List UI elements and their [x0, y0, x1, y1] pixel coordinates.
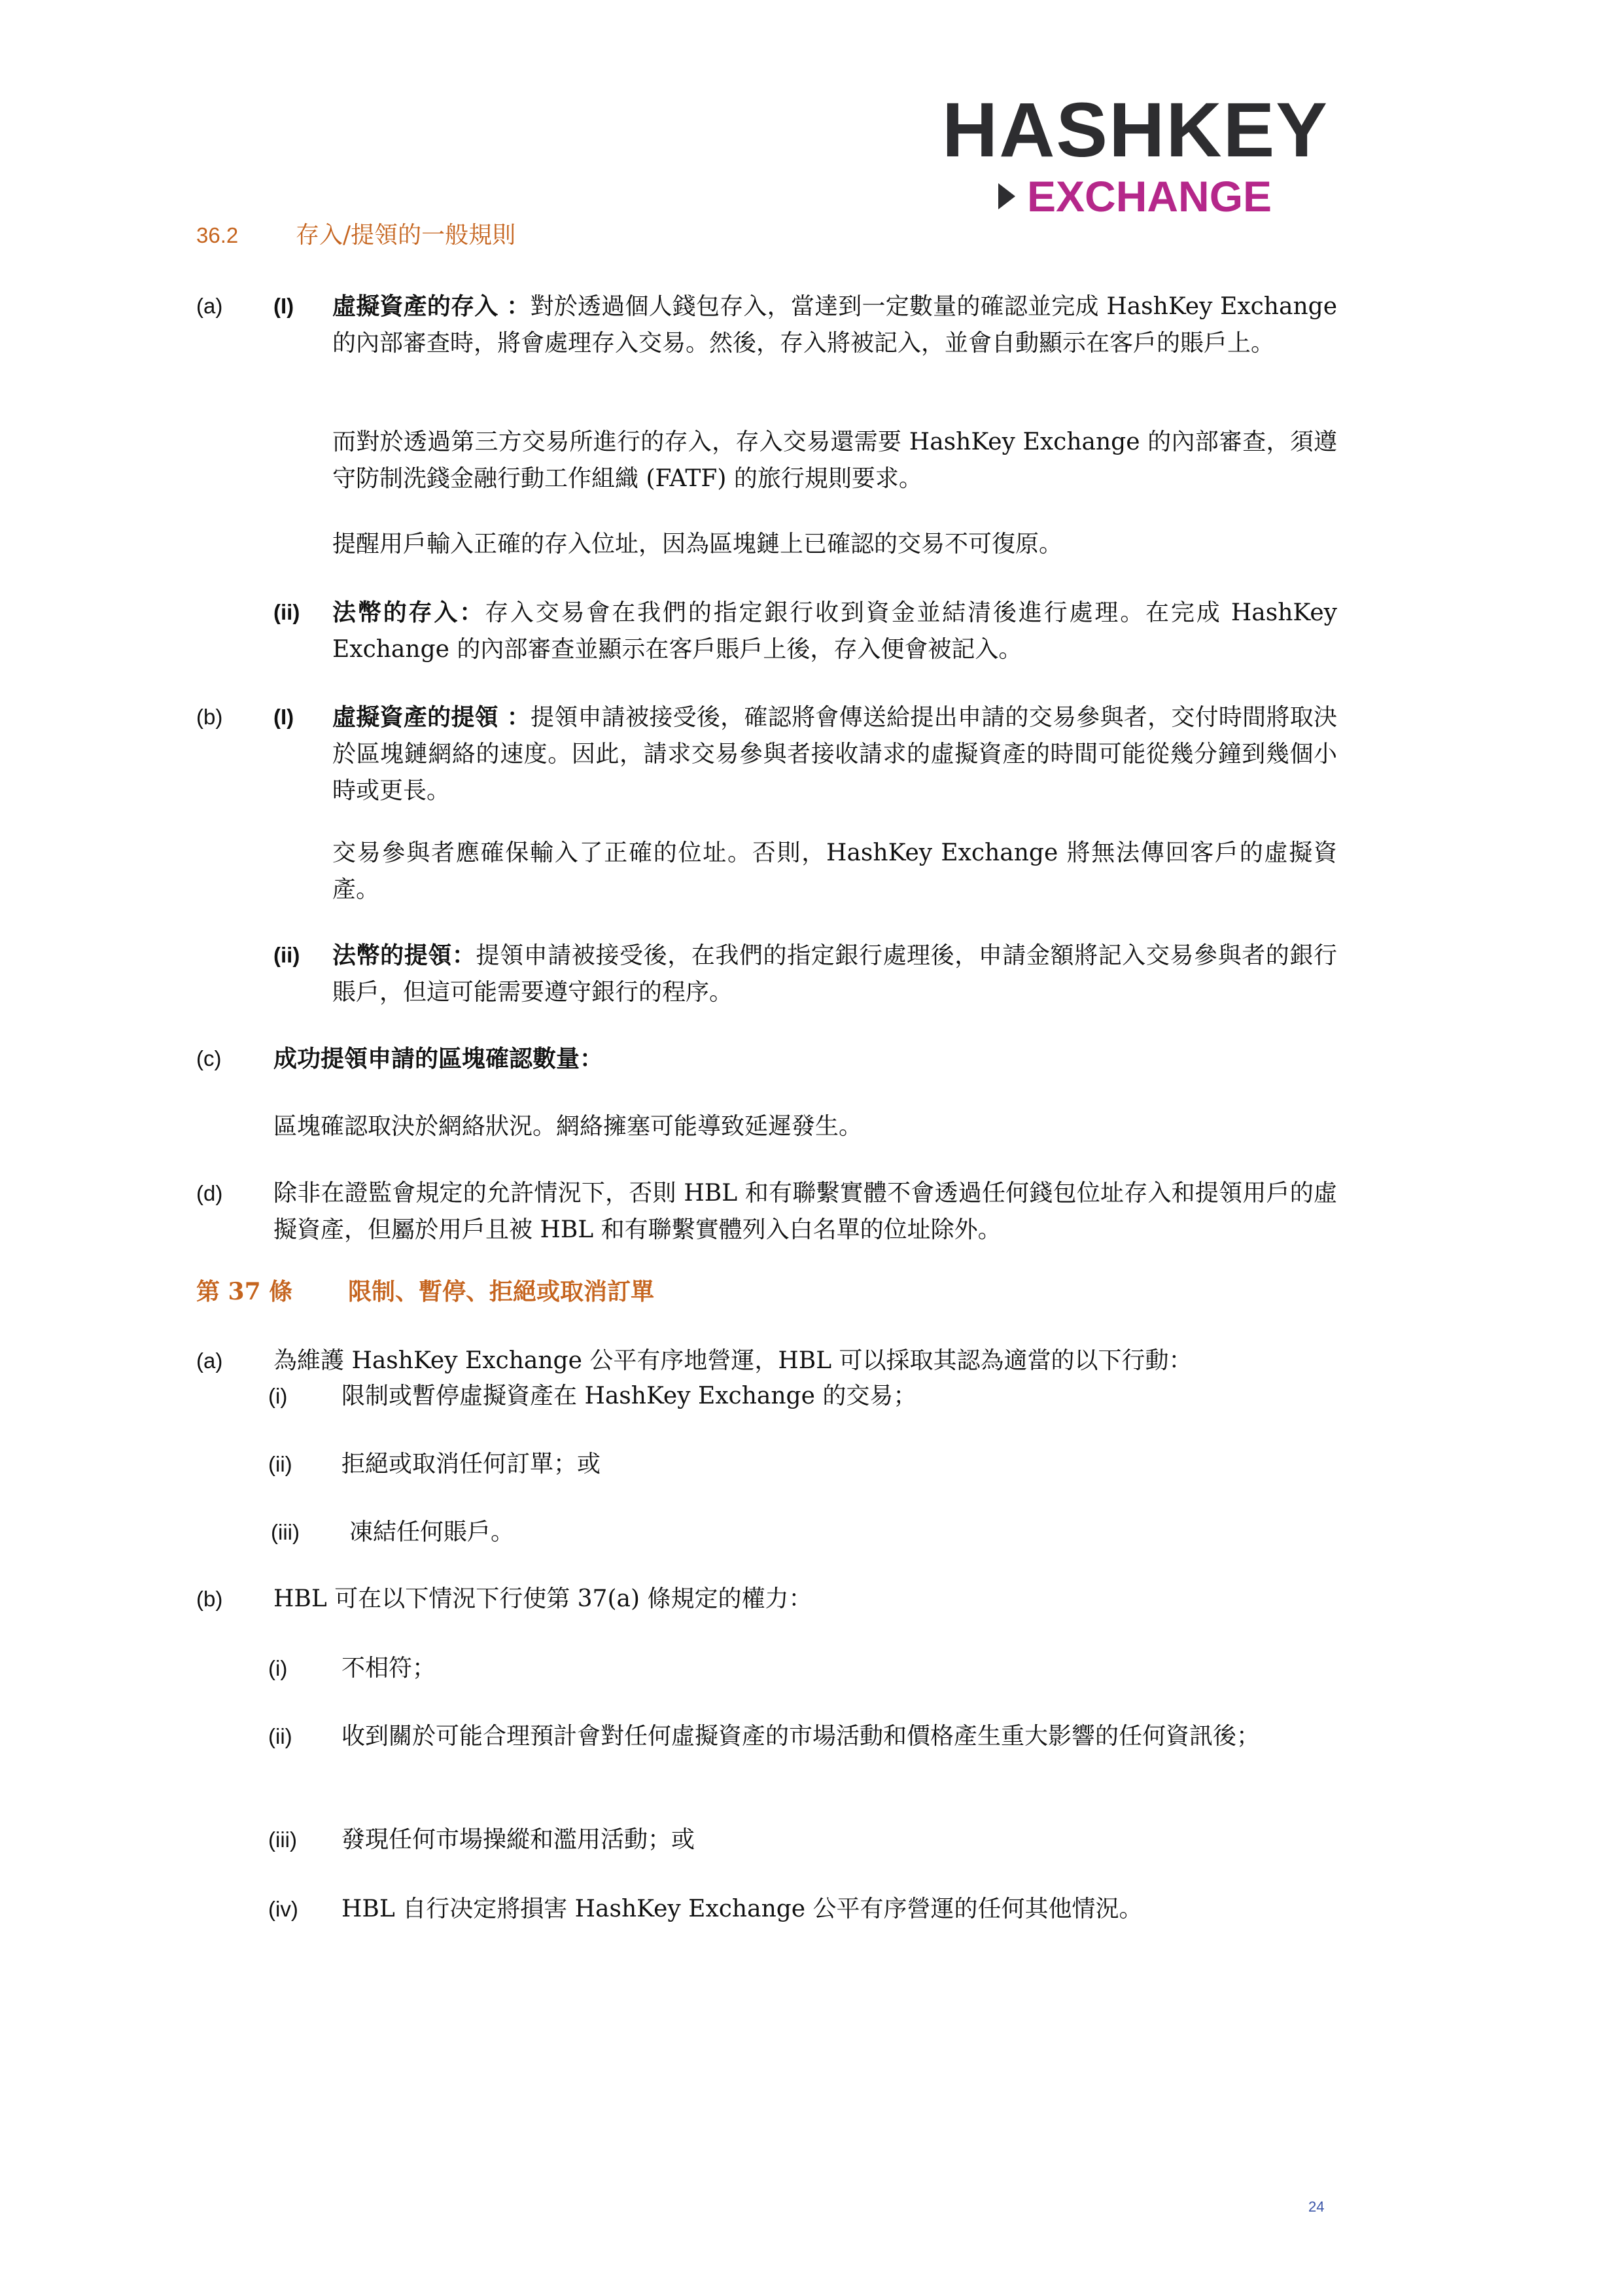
- clause-c-heading: 成功提領申請的區塊確認數量：: [273, 1045, 604, 1072]
- hashkey-exchange-logo: [942, 87, 1354, 222]
- clause-b-ii-text: 提領申請被接受後，在我們的指定銀行處理後，申請金額將記入交易參與者的銀行賬戶，但這可能需要遵守銀行的程序。: [332, 942, 1337, 1006]
- clause-b-ii-heading: 法幣的提領：: [332, 942, 476, 969]
- section-number: 36.2: [196, 223, 239, 247]
- page-number: 24: [1308, 2199, 1325, 2215]
- logo-exchange-text: EXCHANGE: [1027, 172, 1272, 221]
- article-37-b-intro: [273, 1581, 1337, 1617]
- logo-play-triangle-icon: [998, 183, 1015, 209]
- article-37-b-item-text: 發現任何市場操縱和濫用活動；或: [341, 1826, 695, 1853]
- clause-a-ii-paragraph: [332, 594, 1337, 668]
- logo-hashkey-text: HASHKEY: [942, 87, 1329, 173]
- clause-b-i-label: (I): [273, 705, 294, 729]
- clause-b-label: (b): [196, 705, 223, 729]
- clause-c-label: (c): [196, 1046, 222, 1070]
- clause-a-i-paragraph-3: 提醒用戶輸入正確的存入位址，因為區塊鏈上已確認的交易不可復原。: [332, 531, 1063, 557]
- article-37-b-label: (b): [196, 1587, 223, 1611]
- article-37-a-item-label: (i): [268, 1384, 288, 1408]
- clause-b-i-heading: 虛擬資產的提領 ：: [332, 703, 531, 731]
- article-37-b-item-text: 不相符；: [341, 1655, 436, 1682]
- article-37-number: 第 37 條: [196, 1278, 293, 1305]
- clause-b-i-text: 提領申請被接受後，確認將會傳送給提出申請的交易參與者，交付時間將取決於區塊鏈網絡的速度。因此，請求交易參與者接收請求的虛擬資產的時間可能從幾分鐘到幾個小時或更長。: [332, 704, 1337, 804]
- article-37-b-item-label: (i): [268, 1656, 288, 1680]
- clause-d-text: 除非在證監會規定的允許情況下，否則 HBL 和有聯繫實體不會透過任何錢包位址存入和提領用戶的虛擬資產，但屬於用戶且被 HBL 和有聯繫實體列入白名單的位址除外。: [273, 1180, 1337, 1243]
- clause-d-label: (d): [196, 1181, 223, 1205]
- clause-b-ii-label: (ii): [273, 943, 300, 967]
- article-37-a-item-text: 拒絕或取消任何訂單；或: [341, 1451, 601, 1477]
- clause-a-ii-label: (ii): [273, 600, 300, 624]
- clause-b-i-paragraph-2: 交易參與者應確保輸入了正確的位址。否則，HashKey Exchange 將無法傳回客戶的虛擬資產。: [332, 839, 1337, 903]
- clause-c-text: 區塊確認取決於網絡狀況。網絡擁塞可能導致延遲發生。: [273, 1113, 863, 1140]
- article-37-b-item-text: HBL 自行决定將損害 HashKey Exchange 公平有序營運的任何其他情況。: [341, 1896, 1143, 1922]
- section-title: 存入/提領的一般規則: [296, 222, 516, 249]
- clause-a-i-heading: 虛擬資產的存入 ：: [332, 292, 531, 320]
- clause-a-i-paragraph: [332, 288, 1337, 362]
- article-37-b-item-label: (iii): [268, 1828, 297, 1852]
- article-37-a-item-text: 凍結任何賬戶。: [349, 1519, 515, 1545]
- clause-a-i-text: 對於透過個人錢包存入，當達到一定數量的確認並完成 HashKey Exchange 的內部審查時，將會處理存入交易。然後，存入將被記入，並會自動顯示在客戶的賬戶上。: [332, 293, 1337, 357]
- clause-b-ii-paragraph: [332, 937, 1337, 1011]
- article-37-b-intro-text: HBL 可在以下情況下行使第 37(a) 條規定的權力：: [273, 1585, 812, 1612]
- clause-b-i-paragraph: [332, 699, 1337, 809]
- clause-a-i-label: (I): [273, 294, 294, 318]
- clause-a-i-paragraph-2: 而對於透過第三方交易所進行的存入，存入交易還需要 HashKey Exchange 的內部審查，須遵守防制洗錢金融行動工作組織 (FATF) 的旅行規則要求。: [332, 429, 1337, 492]
- article-37-a-item-label: (ii): [268, 1452, 292, 1476]
- article-37-a-label: (a): [196, 1349, 223, 1373]
- clause-a-ii-text: 存入交易會在我們的指定銀行收到資金並結清後進行處理。在完成 HashKey Exchange 的內部審查並顯示在客戶賬戶上後，存入便會被記入。: [332, 599, 1337, 663]
- clause-a-ii-heading: 法幣的存入：: [332, 599, 485, 626]
- article-37-b-item-label: (iv): [268, 1897, 298, 1921]
- article-37-b-item-text: 收到關於可能合理預計會對任何虛擬資產的市場活動和價格產生重大影響的任何資訊後；: [341, 1723, 1261, 1750]
- clause-a-label: (a): [196, 294, 223, 318]
- article-37-a-item-label: (iii): [271, 1520, 300, 1544]
- article-37-b-item-label: (ii): [268, 1724, 292, 1748]
- article-37-a-item-text: 限制或暫停虛擬資產在 HashKey Exchange 的交易；: [341, 1383, 917, 1409]
- article-37-a-intro: 為維護 HashKey Exchange 公平有序地營運，HBL 可以採取其認為適當的以下行動：: [273, 1347, 1193, 1374]
- article-37-title: 限制、暫停、拒絕或取消訂單: [348, 1278, 655, 1305]
